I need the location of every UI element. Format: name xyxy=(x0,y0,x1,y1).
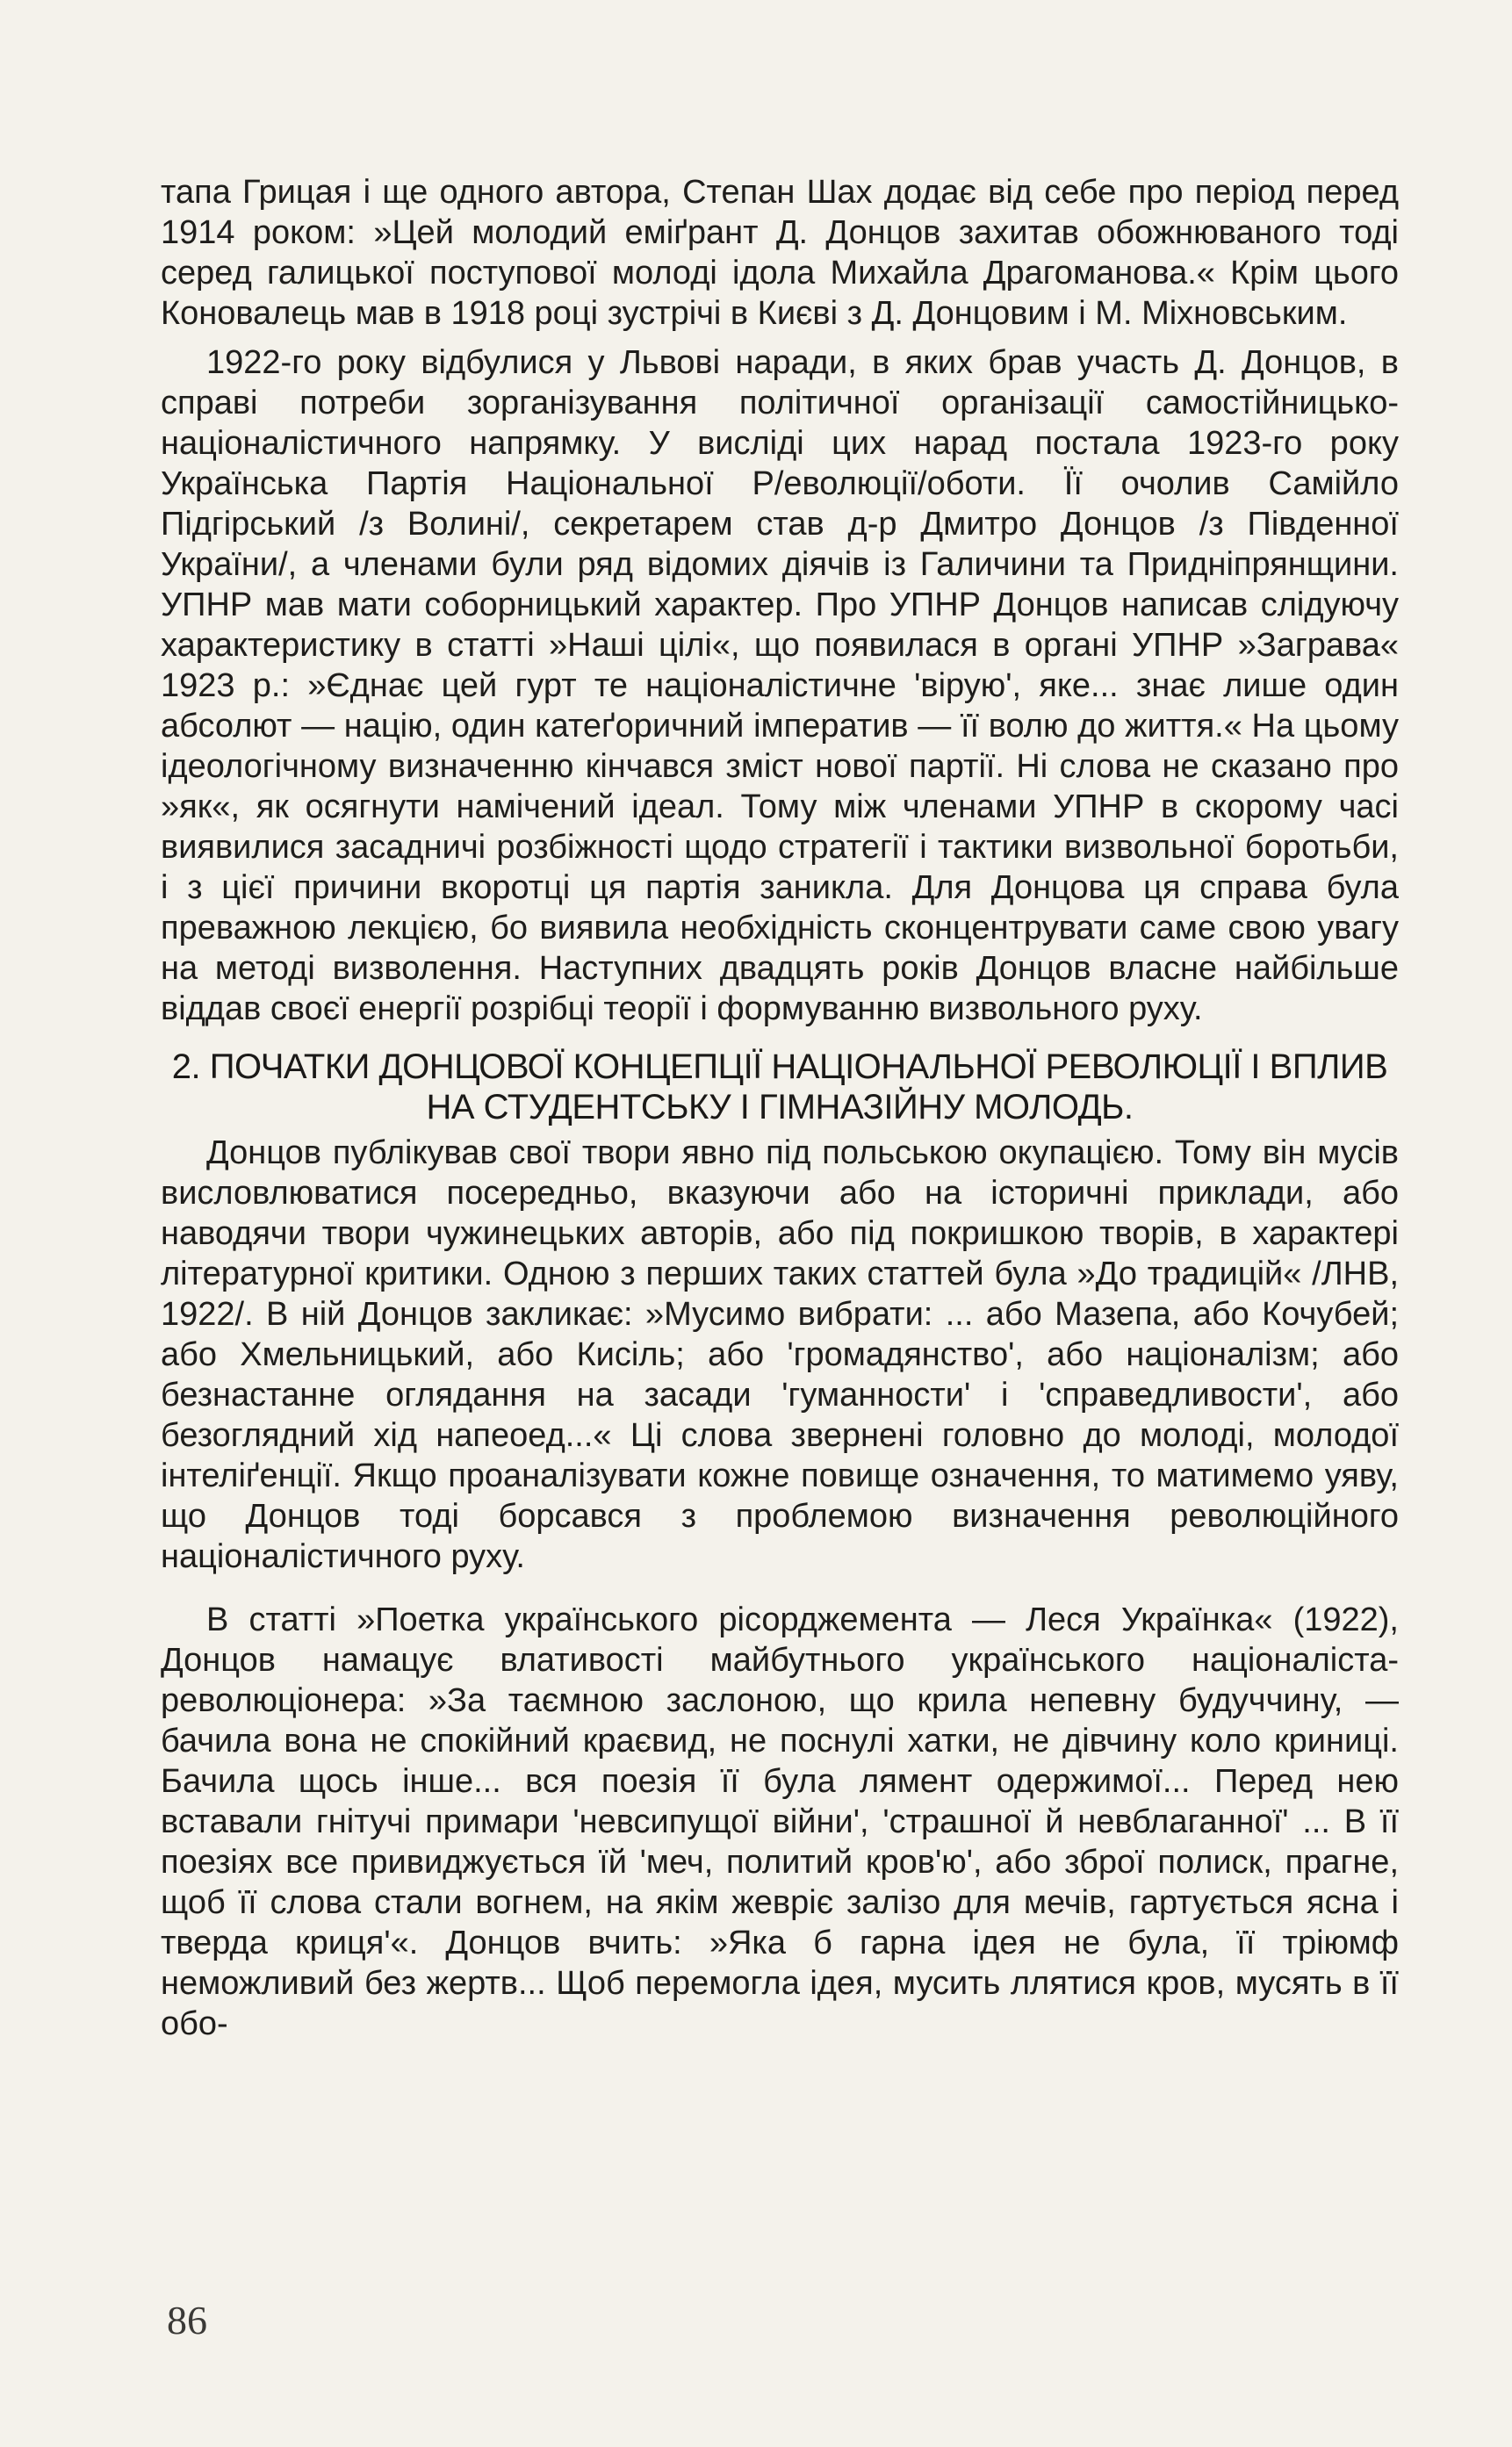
page-text xyxy=(161,172,1399,2044)
section-heading: 2. ПОЧАТКИ ДОНЦОВОЇ КОНЦЕПЦІЇ НАЦІОНАЛЬНОЇ РЕВОЛЮЦІЇ І ВПЛИВ НА СТУДЕНТСЬКУ І ГІМНАЗІЙНУ МОЛОДЬ. xyxy=(171,1047,1388,1126)
paragraph-4: В статті »Поетка українського рісорджемента — Леся Українка« (1922), Донцов намацує влативості майбутнього українського націоналіста-революціонера: »За таємною заслоною, що крила непевну будуччину, — бачила вона не спокійний краєвид, не поснулі хатки, не дівчину коло криниці. Бачила щось інше... вся поезія її була лямент одержимої... Перед нею вставали гнітучі примари 'невсипущої війни', 'страшної й невблаганної' ... В її поезіях все привиджується їй 'меч, политий кров'ю', або зброї полиск, прагне, щоб її слова стали вогнем, на якім жевріє залізо для мечів, гартується ясна і тверда криця'«. Донцов вчить: »Яка б гарна ідея не була, її тріюмф неможливий без жертв... Щоб перемогла ідея, мусить ллятися кров, мусять в її обо- xyxy=(161,1601,1399,2042)
paragraph-1: тапа Грицая і ще одного автора, Степан Шах додає від себе про період перед 1914 роком: »Цей молодий еміґрант Д. Донцов захитав обожнюваного тоді серед галицької поступової молоді ідола Михайла Драгоманова.« Крім цього Коновалець мав в 1918 році зустрічі в Києві з Д. Донцовим і М. Міхновським. xyxy=(161,174,1399,332)
page-number: 86 xyxy=(167,2298,207,2343)
paragraph-3: Донцов публікував свої твори явно під польською окупацією. Тому він мусів висловлюватися посередньо, вказуючи або на історичні приклади, або наводячи твори чужинецьких авторів, або під покришкою творів, в характері літературної критики. Одною з перших таких статтей була »До традицій« /ЛНВ, 1922/. В ній Донцов закликає: »Мусимо вибрати: ... або Мазепа, або Кочубей; або Хмельницький, або Кисіль; або 'громадянство', або націоналізм; або безнастанне оглядання на засади 'гуманности' і 'справедливости', або безоглядний хід напеоед...« Ці слова звернені головно до молоді, молодої інтеліґенції. Якщо проаналізувати кожне повище означення, то матимемо уяву, що Донцов тоді борсався з проблемою визначення революційного націоналістичного руху. xyxy=(161,1134,1399,1575)
paragraph-2: 1922-го року відбулися у Львові наради, в яких брав участь Д. Донцов, в справі потреби зорганізування політичної організації самостійницько-націоналістичного напрямку. У висліді цих нарад постала 1923-го року Українська Партія Національної Р/еволюції/оботи. Її очолив Самійло Підгірський /з Волині/, секретарем став д-р Дмитро Донцов /з Південної України/, а членами були ряд відомих діячів із Галичини та Придніпрянщини. УПНР мав мати соборницький характер. Про УПНР Донцов написав слідуючу характеристику в статті »Наші цілі«, що появилася в органі УПНР »Заграва« 1923 р.: »Єднає цей гурт те націоналістичне 'вірую', яке... знає лише один абсолют — націю, один катеґоричний імператив — її волю до життя.« На цьому ідеологічному визначенню кінчався зміст нової партії. Ні слова не сказано про »як«, як осягнути намічений ідеал. Тому між членами УПНР в скорому часі виявилися засадничі розбіжності щодо стратегії і тактики визвольної боротьби, і з цієї причини вкоротці ця партія заникла. Для Донцова ця справа була преважною лекцією, бо виявила необхідність сконцентрувати саме свою увагу на методі визволення. Наступних двадцять років Донцов власне найбільше віддав своєї енергії розрібці теорії і формуванню визвольного руху. xyxy=(161,344,1399,1027)
